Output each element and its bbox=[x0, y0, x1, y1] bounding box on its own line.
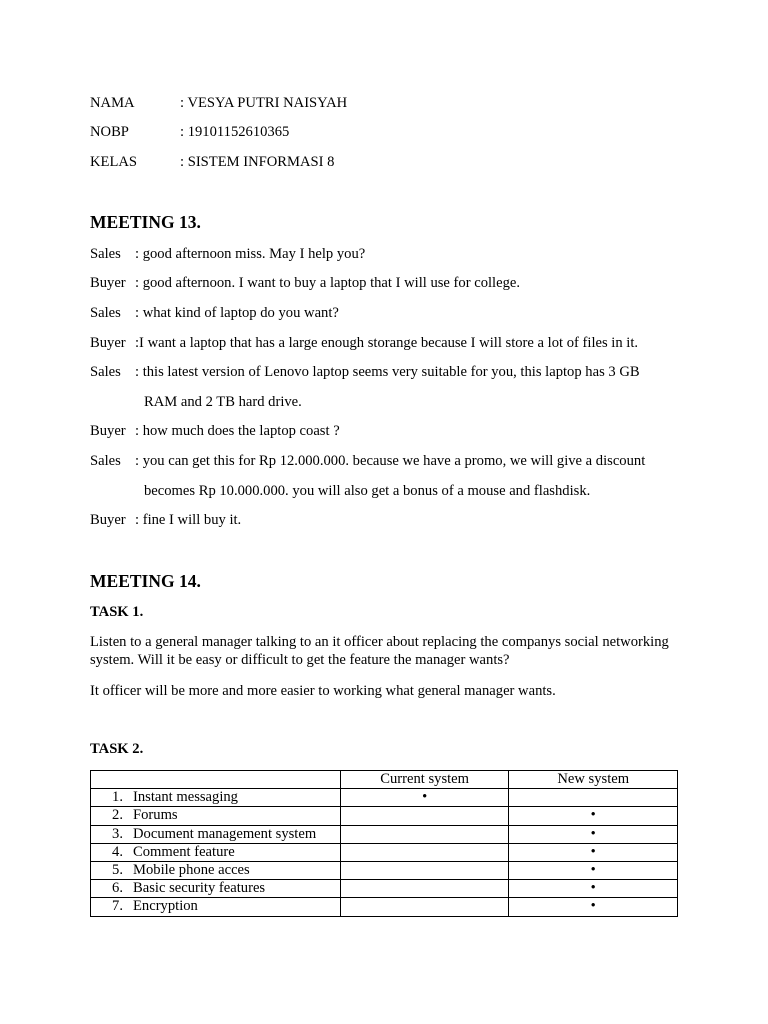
dialogue-speaker: Buyer bbox=[90, 512, 126, 528]
new-system-mark: • bbox=[509, 843, 678, 861]
feature-cell bbox=[91, 807, 341, 825]
feature-cell bbox=[91, 789, 341, 807]
feature-cell bbox=[91, 880, 341, 898]
dialogue-speaker: Buyer bbox=[90, 423, 126, 439]
dialogue-text: : good afternoon. I want to buy a laptop that I will use for college. bbox=[135, 275, 521, 291]
dialogue-line bbox=[90, 422, 340, 442]
item-number: 2. bbox=[112, 807, 123, 824]
feature-name: Instant messaging bbox=[133, 789, 238, 806]
identity-value: : VESYA PUTRI NAISYAH bbox=[180, 95, 348, 111]
dialogue-text: :I want a laptop that has a large enough storange because I will store a lot of files in it. bbox=[135, 335, 639, 351]
dialogue-speaker: Sales bbox=[90, 364, 121, 380]
meeting-13-title: MEETING 13. bbox=[90, 212, 201, 232]
current-system-mark bbox=[340, 843, 509, 861]
dialogue-line bbox=[90, 511, 241, 531]
feature-name: Encryption bbox=[133, 898, 198, 915]
dialogue-speaker: Sales bbox=[90, 453, 121, 469]
new-system-mark: • bbox=[509, 898, 678, 916]
dialogue-continuation: RAM and 2 TB hard drive. bbox=[144, 394, 302, 410]
column-header bbox=[91, 771, 341, 789]
item-number: 5. bbox=[112, 862, 123, 879]
feature-name: Comment feature bbox=[133, 843, 235, 860]
dialogue-speaker: Sales bbox=[90, 305, 121, 321]
column-header-current-system: Current system bbox=[340, 771, 509, 789]
dialogue-text: : good afternoon miss. May I help you? bbox=[135, 246, 366, 262]
dialogue-line bbox=[90, 363, 640, 383]
dialogue-text: : this latest version of Lenovo laptop seems very suitable for you, this laptop has 3 GB bbox=[135, 364, 640, 380]
dialogue-text: : what kind of laptop do you want? bbox=[135, 305, 339, 321]
dialogue-speaker: Buyer bbox=[90, 275, 126, 291]
dialogue-continuation: becomes Rp 10.000.000. you will also get a bonus of a mouse and flashdisk. bbox=[144, 483, 591, 499]
current-system-mark: • bbox=[340, 789, 509, 807]
item-number: 7. bbox=[112, 898, 123, 915]
new-system-mark bbox=[509, 789, 678, 807]
item-number: 4. bbox=[112, 843, 123, 860]
new-system-mark: • bbox=[509, 880, 678, 898]
dialogue-line bbox=[90, 245, 365, 265]
table-row bbox=[91, 843, 678, 861]
task-2-title: TASK 2. bbox=[90, 741, 144, 757]
dialogue-line bbox=[90, 304, 339, 324]
identity-value: : SISTEM INFORMASI 8 bbox=[180, 154, 335, 170]
feature-cell bbox=[91, 843, 341, 861]
task-1-title: TASK 1. bbox=[90, 604, 144, 620]
dialogue-speaker: Buyer bbox=[90, 335, 126, 351]
feature-name: Forums bbox=[133, 807, 178, 824]
feature-cell bbox=[91, 825, 341, 843]
feature-cell bbox=[91, 898, 341, 916]
dialogue-text: : fine I will buy it. bbox=[135, 512, 242, 528]
new-system-mark: • bbox=[509, 825, 678, 843]
table-row bbox=[91, 880, 678, 898]
identity-value: : 19101152610365 bbox=[180, 124, 290, 140]
table-header-row bbox=[91, 771, 678, 789]
table-row bbox=[91, 789, 678, 807]
feature-name: Basic security features bbox=[133, 880, 266, 897]
identity-label: NOBP bbox=[90, 124, 129, 140]
feature-comparison-table bbox=[90, 770, 678, 917]
table-row bbox=[91, 898, 678, 916]
task-1-question: Listen to a general manager talking to an it officer about replacing the companys social networking system. Will it be easy or difficult to get the feature the manager wants? bbox=[90, 634, 669, 669]
dialogue-text: : how much does the laptop coast ? bbox=[135, 423, 340, 439]
item-number: 6. bbox=[112, 880, 123, 897]
table-row bbox=[91, 861, 678, 879]
dialogue-line bbox=[90, 274, 520, 294]
new-system-mark: • bbox=[509, 807, 678, 825]
column-header-new-system: New system bbox=[509, 771, 678, 789]
table-row bbox=[91, 825, 678, 843]
item-number: 1. bbox=[112, 789, 123, 806]
current-system-mark bbox=[340, 807, 509, 825]
current-system-mark bbox=[340, 825, 509, 843]
feature-cell bbox=[91, 861, 341, 879]
dialogue-line bbox=[90, 334, 638, 354]
meeting-14-title: MEETING 14. bbox=[90, 571, 201, 591]
identity-label: KELAS bbox=[90, 154, 138, 170]
dialogue-text: : you can get this for Rp 12.000.000. because we have a promo, we will give a discount bbox=[135, 453, 646, 469]
new-system-mark: • bbox=[509, 861, 678, 879]
dialogue-speaker: Sales bbox=[90, 246, 121, 262]
item-number: 3. bbox=[112, 825, 123, 842]
task-1-answer: It officer will be more and more easier to working what general manager wants. bbox=[90, 683, 556, 699]
current-system-mark bbox=[340, 861, 509, 879]
feature-name: Mobile phone acces bbox=[133, 862, 250, 879]
table-row bbox=[91, 807, 678, 825]
feature-name: Document management system bbox=[133, 825, 317, 842]
identity-label: NAMA bbox=[90, 95, 135, 111]
current-system-mark bbox=[340, 880, 509, 898]
dialogue-line bbox=[90, 452, 645, 472]
current-system-mark bbox=[340, 898, 509, 916]
